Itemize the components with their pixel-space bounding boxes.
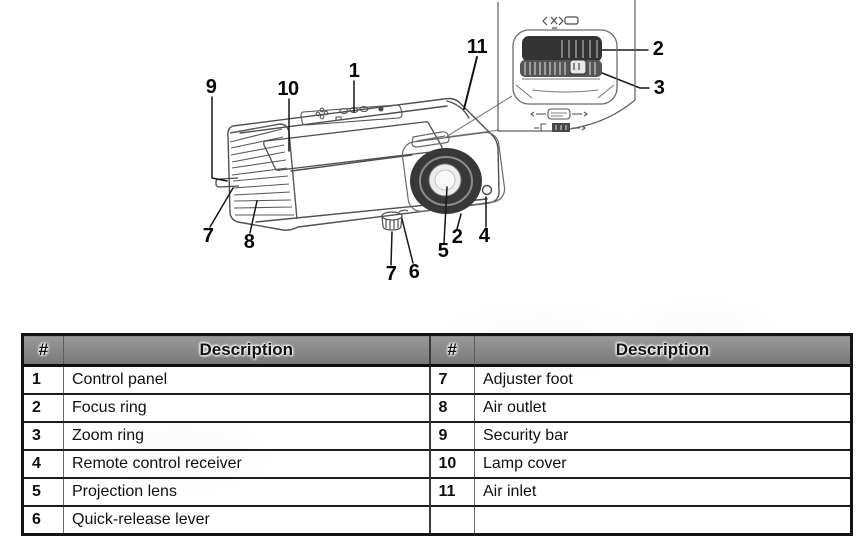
part-number: 3 — [23, 422, 64, 450]
part-description: Remote control receiver — [64, 450, 430, 478]
inset-callout-3: 3 — [653, 77, 665, 99]
table-row — [23, 450, 852, 478]
remote-control-receiver — [483, 186, 492, 195]
part-number: 4 — [23, 450, 64, 478]
table-header-row — [23, 335, 852, 366]
part-number: 1 — [23, 366, 64, 395]
part-description: Air inlet — [475, 478, 852, 506]
part-number: 5 — [23, 478, 64, 506]
inset-detail-view — [498, 0, 635, 132]
part-description: Projection lens — [64, 478, 430, 506]
part-description: Zoom ring — [64, 422, 430, 450]
part-description: Focus ring — [64, 394, 430, 422]
part-description: Lamp cover — [475, 450, 852, 478]
control-panel — [301, 105, 402, 125]
part-description: Air outlet — [475, 394, 852, 422]
focus-ring — [522, 36, 602, 62]
callout-4: 4 — [478, 225, 490, 247]
table-row — [23, 366, 852, 395]
header-num-left: # — [23, 335, 64, 366]
table-row — [23, 478, 852, 506]
callout-2: 2 — [451, 226, 463, 248]
quick-release-lever — [399, 210, 408, 212]
part-description: Security bar — [475, 422, 852, 450]
header-num-right: # — [430, 335, 475, 366]
lamp-warning-icon — [543, 17, 578, 28]
part-number: 2 — [23, 394, 64, 422]
callout-7-left: 7 — [202, 225, 214, 247]
zoom-slider-icon — [534, 123, 585, 132]
focus-slider-icon — [531, 109, 587, 119]
table-row — [23, 394, 852, 422]
part-number: 10 — [430, 450, 475, 478]
part-number: 8 — [430, 394, 475, 422]
header-desc-right: Description — [475, 335, 852, 366]
callout-10: 10 — [277, 78, 299, 100]
zoom-ring — [520, 60, 602, 77]
part-number: 7 — [430, 366, 475, 395]
callout-8: 8 — [243, 231, 255, 253]
callout-11: 11 — [466, 36, 488, 58]
callout-1: 1 — [348, 60, 360, 82]
part-description: Adjuster foot — [475, 366, 852, 395]
part-description: Quick-release lever — [64, 506, 430, 535]
part-number: 6 — [23, 506, 64, 535]
part-description — [475, 506, 852, 535]
callout-5: 5 — [437, 240, 449, 262]
callout-9: 9 — [205, 76, 217, 98]
part-number: 11 — [430, 478, 475, 506]
header-desc-left: Description — [64, 335, 430, 366]
part-number — [430, 506, 475, 535]
table-row — [23, 422, 852, 450]
inset-callout-2: 2 — [652, 38, 664, 60]
callout-6: 6 — [408, 261, 420, 283]
table-row — [23, 506, 852, 535]
callout-7-bottom: 7 — [385, 263, 397, 285]
zoom-ring-tab — [570, 60, 586, 74]
part-number: 9 — [430, 422, 475, 450]
part-description: Control panel — [64, 366, 430, 395]
parts-table — [21, 333, 853, 536]
